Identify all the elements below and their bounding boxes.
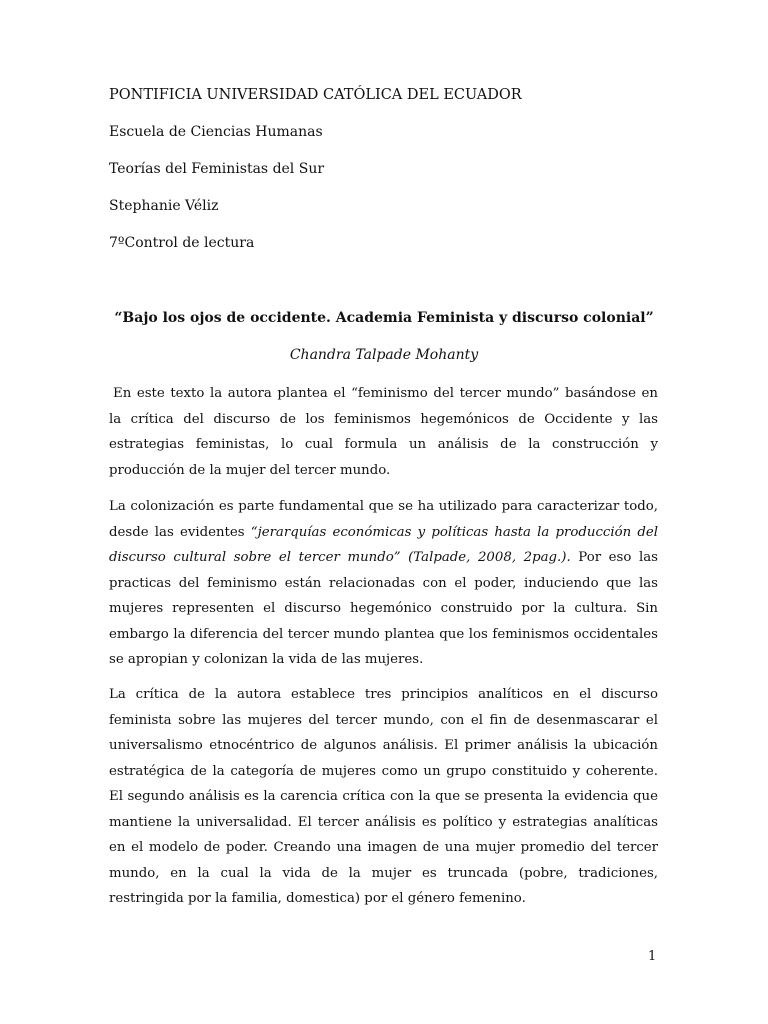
university-name: PONTIFICIA UNIVERSIDAD CATÓLICA DEL ECUADOR xyxy=(109,87,522,103)
paragraph-colonization-text-end: Por eso las practicas del feminismo están relacionadas con el poder, induciendo que las mujeres representen el discurso hegemónico construido por la cultura. Sin embargo la diferencia del tercer mundo plantea que los feminismos occidentales se apropian y colonizan la vida de las mujeres. xyxy=(109,550,658,667)
document-title: “Bajo los ojos de occidente. Academia Feminista y discurso colonial” xyxy=(114,310,654,326)
paragraph-intro: En este texto la autora plantea el “feminismo del tercer mundo” basándose en la crítica del discurso de los feminismos hegemónicos de Occidente y las estrategias feministas, lo cual formula un análisis de la construcción y producción de la mujer del tercer mundo. xyxy=(109,386,658,478)
assignment-name: 7ºControl de lectura xyxy=(109,235,255,251)
document-author: Chandra Talpade Mohanty xyxy=(289,347,479,363)
student-name: Stephanie Véliz xyxy=(109,198,219,214)
paragraph-colonization xyxy=(109,494,658,673)
page-number: 1 xyxy=(648,949,657,964)
course-name: Teorías del Feministas del Sur xyxy=(109,161,325,177)
paragraph-critique: La crítica de la autora establece tres principios analíticos en el discurso feminista sobre las mujeres del tercer mundo, con el fin de desenmascarar el universalismo etnocéntrico de algunos análisis. El primer análisis la ubicación estratégica de la categoría de mujeres como un grupo constituido y coherente. El segundo análisis es la carencia crítica con la que se presenta la evidencia que mantiene la universalidad. El tercer análisis es político y estrategias analíticas en el modelo de poder. Creando una imagen de una mujer promedio del tercer mundo, en la cual la vida de la mujer es truncada (pobre, tradiciones, restringida por la familia, domestica) por el género femenino. xyxy=(109,687,658,906)
paragraph-colonization-text-start: La colonización es parte fundamental que se ha utilizado para caracterizar todo, desde las evidentes xyxy=(109,499,658,540)
paragraph-colonization-quote: “jerarquías económicas y políticas hasta la producción del discurso cultural sobre el tercer mundo” (Talpade, 2008, 2pag.). xyxy=(109,524,658,565)
school-name: Escuela de Ciencias Humanas xyxy=(109,124,323,140)
